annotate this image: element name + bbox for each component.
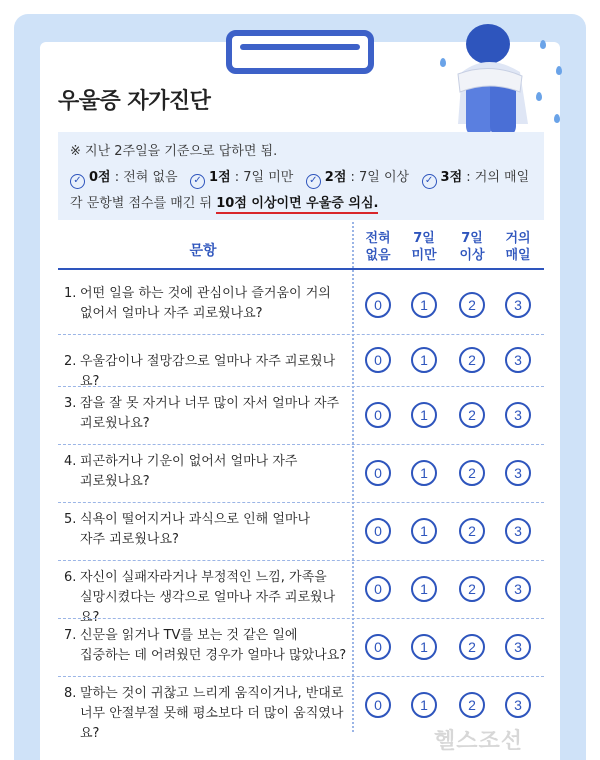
header-col-bottom: 없음 xyxy=(365,248,391,263)
question-number: 7. xyxy=(64,628,77,643)
score-option-1[interactable]: 1 xyxy=(411,576,437,602)
raindrop-icon xyxy=(554,114,560,123)
score-option-3[interactable]: 3 xyxy=(505,576,531,602)
row-divider xyxy=(58,502,544,503)
question-text-line2: 자주 괴로웠나요? xyxy=(80,532,179,547)
score-point: 1점 xyxy=(209,170,231,185)
score-desc: : 전혀 없음 xyxy=(110,170,178,185)
raindrop-icon xyxy=(540,40,546,49)
question-number: 5. xyxy=(64,512,77,527)
score-option-2[interactable]: 2 xyxy=(459,634,485,660)
score-option-1[interactable]: 1 xyxy=(411,634,437,660)
question-item xyxy=(58,684,348,744)
question-item xyxy=(58,284,348,324)
instruction-threshold xyxy=(70,192,378,211)
score-option-1[interactable]: 1 xyxy=(411,518,437,544)
instructions-box xyxy=(58,132,544,220)
question-number: 2. xyxy=(64,354,77,369)
check-icon: ✓ xyxy=(422,174,437,189)
question-text-line1: 피곤하거나 기운이 없어서 얼마나 자주 xyxy=(80,454,298,469)
score-option-0[interactable]: 0 xyxy=(365,347,391,373)
score-option-1[interactable]: 1 xyxy=(411,692,437,718)
column-divider xyxy=(352,222,354,732)
score-option-1[interactable]: 1 xyxy=(411,347,437,373)
score-desc: : 7일 이상 xyxy=(346,170,410,185)
question-text-line1: 어떤 일을 하는 것에 관심이나 즐거움이 거의 xyxy=(80,286,331,301)
row-divider xyxy=(58,618,544,619)
watermark: 헬스조선 xyxy=(434,729,524,754)
question-number: 3. xyxy=(64,396,77,411)
clipboard-clip xyxy=(226,30,374,74)
question-item xyxy=(58,394,348,434)
question-text-line2: 너무 안절부절 못해 평소보다 더 많이 움직였나요? xyxy=(80,706,344,741)
header-col-bottom: 미만 xyxy=(411,248,437,263)
question-item xyxy=(58,452,348,492)
check-icon: ✓ xyxy=(306,174,321,189)
header-col-3 xyxy=(496,230,540,264)
score-option-0[interactable]: 0 xyxy=(365,576,391,602)
score-option-3[interactable]: 3 xyxy=(505,402,531,428)
row-divider xyxy=(58,560,544,561)
threshold-highlight: 10점 이상이면 우울증 의심. xyxy=(216,196,378,214)
question-text-line2: 집중하는 데 어려웠던 경우가 얼마나 많았나요? xyxy=(80,648,347,663)
row-divider xyxy=(58,334,544,335)
header-col-top: 거의 xyxy=(505,231,531,246)
question-number: 1. xyxy=(64,286,77,301)
question-item xyxy=(58,626,348,666)
score-point: 2점 xyxy=(324,170,347,185)
score-option-3[interactable]: 3 xyxy=(505,634,531,660)
score-option-0[interactable]: 0 xyxy=(365,292,391,318)
score-point: 0점 xyxy=(89,170,111,185)
score-option-2[interactable]: 2 xyxy=(459,347,485,373)
score-option-3[interactable]: 3 xyxy=(505,347,531,373)
score-option-1[interactable]: 1 xyxy=(411,292,437,318)
check-icon: ✓ xyxy=(70,174,85,189)
header-col-2 xyxy=(450,230,494,264)
page-title: 우울증 자가진단 xyxy=(58,89,211,114)
question-item xyxy=(58,510,348,550)
question-text-line1: 자신이 실패자라거나 부정적인 느낌, 가족을 xyxy=(80,570,327,585)
score-point: 3점 xyxy=(440,170,463,185)
score-legend xyxy=(70,166,529,189)
question-text-line2: 괴로웠나요? xyxy=(80,416,150,431)
score-option-3[interactable]: 3 xyxy=(505,518,531,544)
score-desc: : 거의 매일 xyxy=(462,170,530,185)
row-divider xyxy=(58,386,544,387)
question-text-line2: 실망시켰다는 생각으로 얼마나 자주 괴로웠나요? xyxy=(80,590,336,625)
score-option-2[interactable]: 2 xyxy=(459,518,485,544)
score-desc: : 7일 미만 xyxy=(230,170,294,185)
raindrop-icon xyxy=(556,66,562,75)
score-option-0[interactable]: 0 xyxy=(365,460,391,486)
score-option-1[interactable]: 1 xyxy=(411,402,437,428)
instruction-basis: ※ 지난 2주일을 기준으로 답하면 됨. xyxy=(70,144,278,159)
raindrop-icon xyxy=(536,92,542,101)
question-number: 8. xyxy=(64,686,77,701)
header-col-top: 전혀 xyxy=(365,231,391,246)
raindrop-icon xyxy=(440,58,446,67)
question-text-line2: 괴로웠나요? xyxy=(80,474,150,489)
header-col-bottom: 이상 xyxy=(459,248,485,263)
score-option-3[interactable]: 3 xyxy=(505,692,531,718)
score-option-0[interactable]: 0 xyxy=(365,518,391,544)
header-col-top: 7일 xyxy=(461,231,483,246)
score-option-3[interactable]: 3 xyxy=(505,460,531,486)
question-text-line1: 잠을 잘 못 자거나 너무 많이 자서 얼마나 자주 xyxy=(80,396,340,411)
question-text-line1: 말하는 것이 귀찮고 느리게 움직이거나, 반대로 xyxy=(80,686,344,701)
row-divider xyxy=(58,676,544,677)
question-item xyxy=(58,568,348,628)
threshold-prefix: 각 문항별 점수를 매긴 뒤 xyxy=(70,196,217,211)
score-option-3[interactable]: 3 xyxy=(505,292,531,318)
question-text-line1: 신문을 읽거나 TV를 보는 것 같은 일에 xyxy=(80,628,298,643)
header-col-0 xyxy=(356,230,400,264)
header-col-bottom: 매일 xyxy=(505,248,531,263)
score-option-2[interactable]: 2 xyxy=(459,292,485,318)
score-option-2[interactable]: 2 xyxy=(459,460,485,486)
score-option-0[interactable]: 0 xyxy=(365,634,391,660)
check-icon: ✓ xyxy=(190,174,205,189)
score-option-2[interactable]: 2 xyxy=(459,576,485,602)
question-number: 6. xyxy=(64,570,77,585)
header-col-1 xyxy=(402,230,446,264)
score-option-2[interactable]: 2 xyxy=(459,692,485,718)
question-text-line2: 없어서 얼마나 자주 괴로웠나요? xyxy=(80,306,263,321)
question-number: 4. xyxy=(64,454,77,469)
score-option-0[interactable]: 0 xyxy=(365,402,391,428)
header-question: 문항 xyxy=(189,243,217,259)
header-divider xyxy=(58,268,544,270)
question-text-line1: 우울감이나 절망감으로 얼마나 자주 괴로웠나요? xyxy=(80,354,336,389)
question-text-line1: 식욕이 떨어지거나 과식으로 인해 얼마나 xyxy=(80,512,311,527)
score-option-2[interactable]: 2 xyxy=(459,402,485,428)
row-divider xyxy=(58,444,544,445)
score-option-0[interactable]: 0 xyxy=(365,692,391,718)
score-option-1[interactable]: 1 xyxy=(411,460,437,486)
header-col-top: 7일 xyxy=(413,231,435,246)
